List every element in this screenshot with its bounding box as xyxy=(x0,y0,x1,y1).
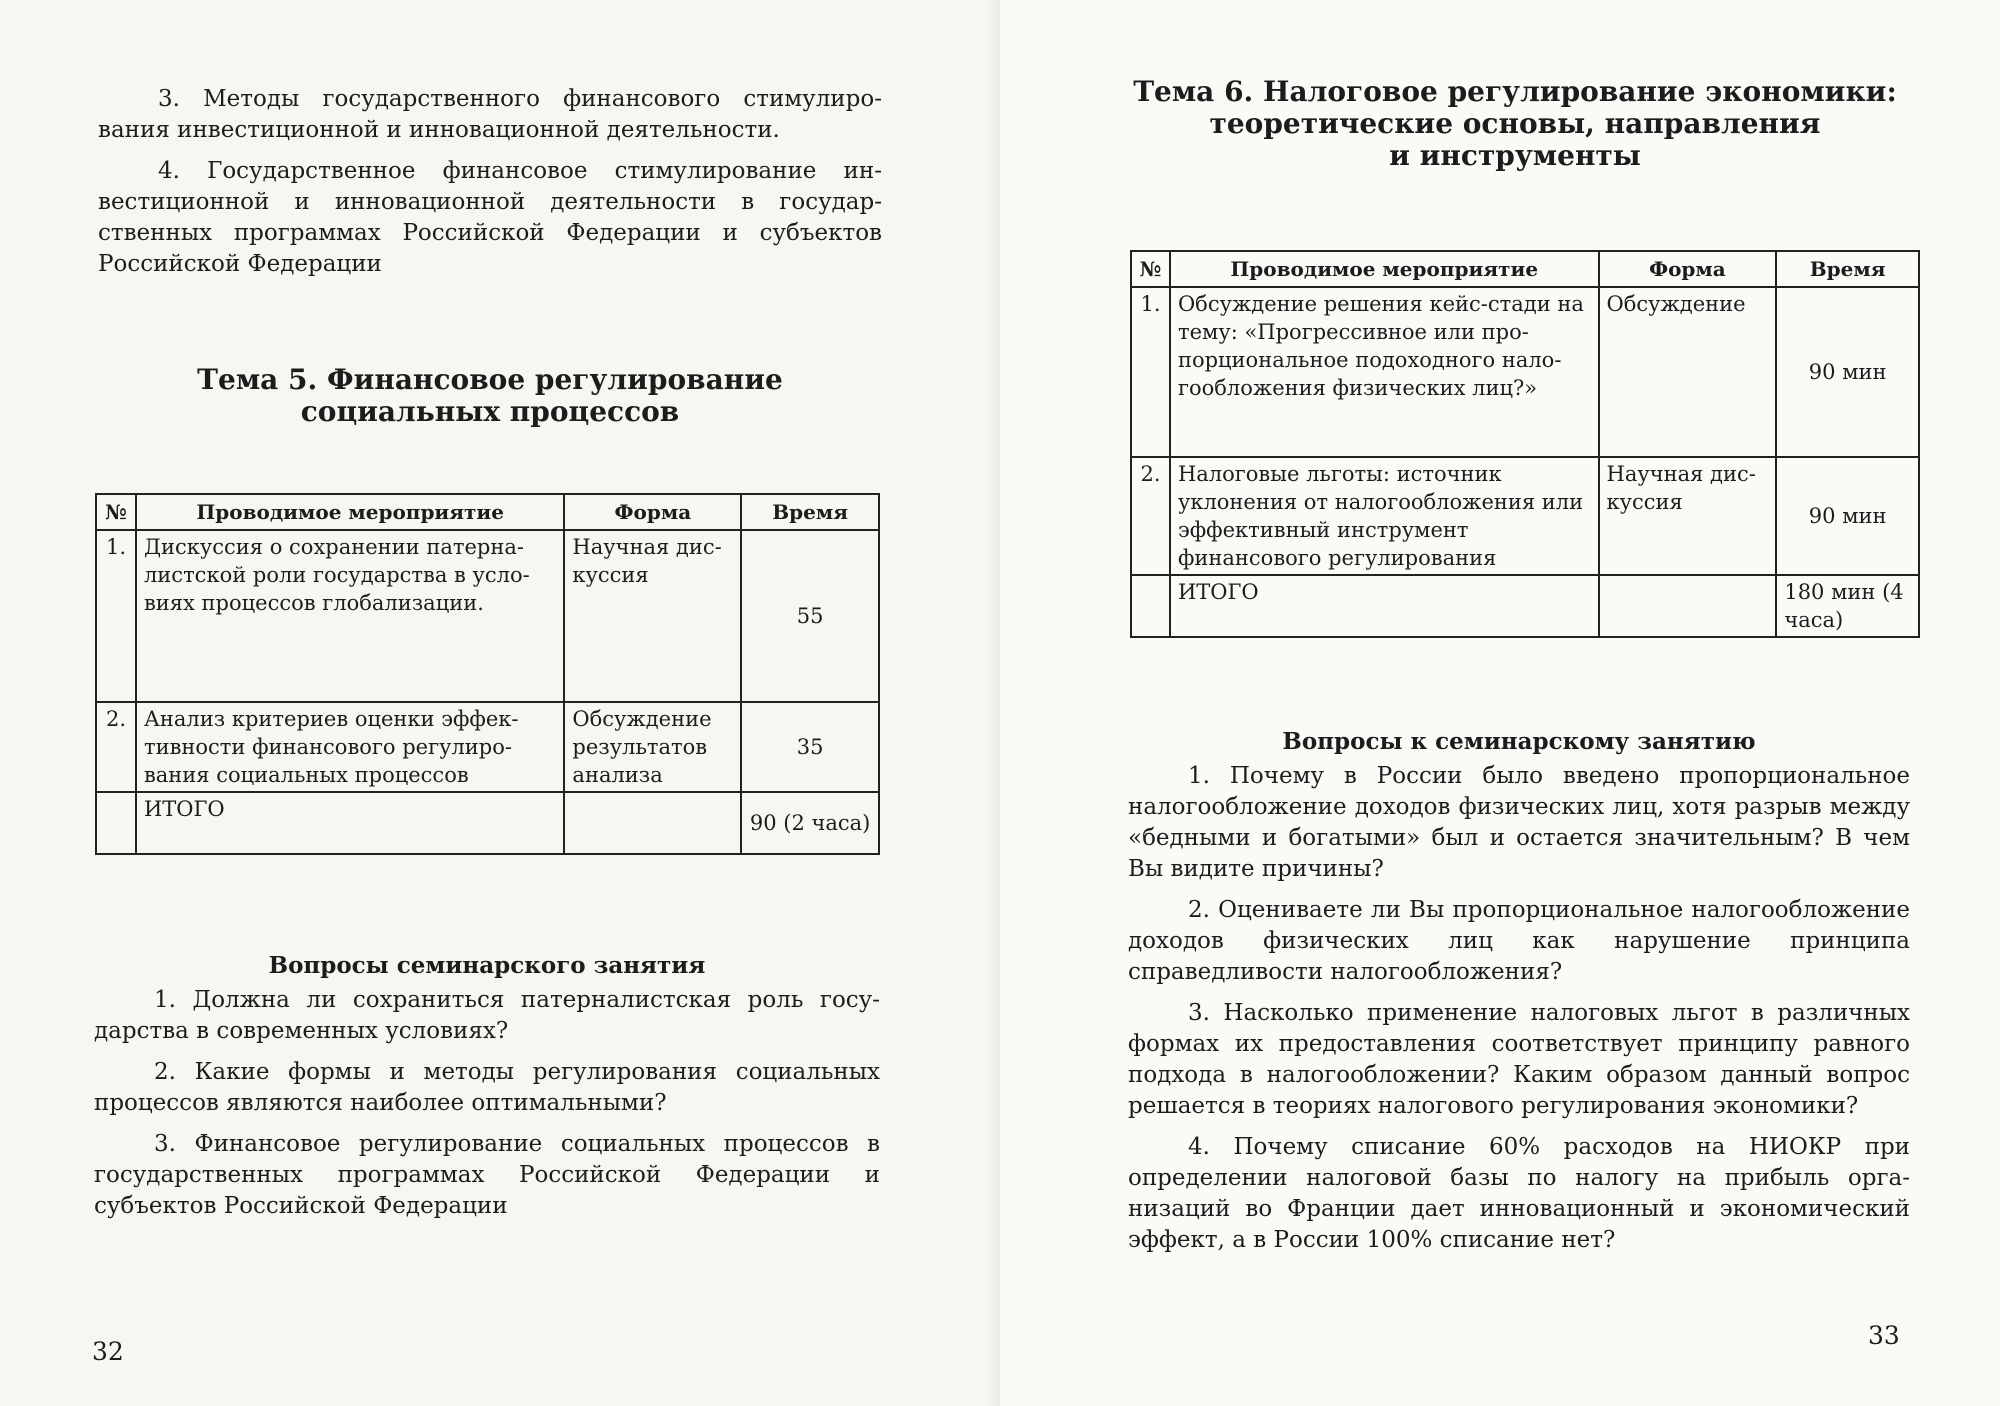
row-num: 1. xyxy=(96,530,136,702)
topic6-table xyxy=(1130,250,1920,638)
question-item: 1. Почему в России было введено пропорциональное налогообложение доходов физических лиц, хотя разрыв между «бедными и богатыми» был и остается значительным? В чем Вы видите причины? xyxy=(1128,763,1910,882)
total-num-cell xyxy=(96,792,136,854)
table-total-row xyxy=(1131,575,1919,637)
topic5-title-line2: социальных процессов xyxy=(300,395,680,428)
right-page xyxy=(1000,0,2000,1406)
topic5-table xyxy=(95,493,880,855)
total-time: 90 (2 часа) xyxy=(741,792,879,854)
col-header-form: Форма xyxy=(564,494,741,530)
question-item: 4. Почему списание 60% расходов на НИОКР при определении налоговой базы по налогу на прибыль организаций во Франции дает инновационный и экономический эффект, а в России 100% списание нет? xyxy=(1128,1134,1910,1253)
total-form-cell xyxy=(1599,575,1777,637)
row-time: 90 мин xyxy=(1776,287,1919,457)
topic6-title-line1: Тема 6. Налоговое регулирование экономики: xyxy=(1133,75,1897,108)
page-number-right: 33 xyxy=(1868,1321,1900,1350)
question-item: 1. Должна ли сохраниться патерналистская роль государства в современных условиях? xyxy=(94,987,880,1044)
intro-item-4: 4. Государственное финансовое стимулирование инвестиционной и инновационной деятельности в государственных программах Российской Федерации и субъектов Российской Федерации xyxy=(98,158,882,277)
intro-item-3: 3. Методы государственного финансового стимулирования инвестиционной и инновационной деятельности. xyxy=(98,86,882,143)
topic6-title-line2: теоретические основы, направления xyxy=(1209,107,1821,140)
col-header-time: Время xyxy=(741,494,879,530)
topic6-title-line3: и инструменты xyxy=(1389,139,1641,172)
questions-title: Вопросы семинарского занятия xyxy=(268,952,706,979)
col-header-num: № xyxy=(1131,251,1170,287)
intro-items xyxy=(98,84,882,290)
table-row xyxy=(1131,457,1919,575)
total-form-cell xyxy=(564,792,741,854)
total-time: 180 мин (4 часа) xyxy=(1776,575,1919,637)
total-num-cell xyxy=(1131,575,1170,637)
table-row xyxy=(1131,287,1919,457)
row-form: Обсуждение результатов анализа xyxy=(564,702,741,792)
total-label: ИТОГО xyxy=(1170,575,1599,637)
col-header-form: Форма xyxy=(1599,251,1777,287)
topic6-heading xyxy=(1130,76,1900,172)
table-header-row xyxy=(1131,251,1919,287)
row-event: Анализ критериев оценки эффективности финансового регулирования социальных процессов xyxy=(136,702,564,792)
col-header-time: Время xyxy=(1776,251,1919,287)
row-time: 90 мин xyxy=(1776,457,1919,575)
page-number-left: 32 xyxy=(92,1337,124,1366)
row-event: Дискуссия о сохранении патерналистской роли государства в условиях процессов глобализации. xyxy=(136,530,564,702)
total-label: ИТОГО xyxy=(136,792,564,854)
row-num: 1. xyxy=(1131,287,1170,457)
topic5-questions xyxy=(94,952,880,1232)
question-item: 2. Какие формы и методы регулирования социальных процессов являются наиболее оптимальными? xyxy=(94,1059,880,1116)
question-item: 2. Оцениваете ли Вы пропорциональное налогообложение доходов физических лиц как нарушение принципа справедливости налогообложения? xyxy=(1128,897,1910,985)
col-header-num: № xyxy=(96,494,136,530)
question-item: 3. Финансовое регулирование социальных процессов в государственных программах Российской Федерации и субъектов Российской Федерации xyxy=(94,1131,880,1219)
questions-title: Вопросы к семинарскому занятию xyxy=(1282,728,1756,755)
row-num: 2. xyxy=(96,702,136,792)
row-event: Обсуждение решения кейс-стади на тему: «Прогрессивное или пропорциональное подоходного налогообложения физических лиц?» xyxy=(1170,287,1599,457)
table-row xyxy=(96,530,879,702)
topic5-title-line1: Тема 5. Финансовое регулирование xyxy=(197,363,783,396)
col-header-event: Проводимое мероприятие xyxy=(1170,251,1599,287)
table-total-row xyxy=(96,792,879,854)
col-header-event: Проводимое мероприятие xyxy=(136,494,564,530)
topic5-heading xyxy=(98,364,882,428)
row-time: 55 xyxy=(741,530,879,702)
row-time: 35 xyxy=(741,702,879,792)
question-item: 3. Насколько применение налоговых льгот в различных формах их предоставления соответствует принципу равного подхода в налогообложении? Каким образом данный вопрос решается в теориях налогового регулирования экономики? xyxy=(1128,1000,1910,1119)
table-header-row xyxy=(96,494,879,530)
row-form: Обсуждение xyxy=(1599,287,1777,457)
row-form: Научная дискуссия xyxy=(1599,457,1777,575)
row-num: 2. xyxy=(1131,457,1170,575)
table-row xyxy=(96,702,879,792)
row-form: Научная дискуссия xyxy=(564,530,741,702)
row-event: Налоговые льготы: источник уклонения от налогообложения или эффективный инструмент финансового регулирования xyxy=(1170,457,1599,575)
topic6-questions xyxy=(1128,728,1910,1266)
